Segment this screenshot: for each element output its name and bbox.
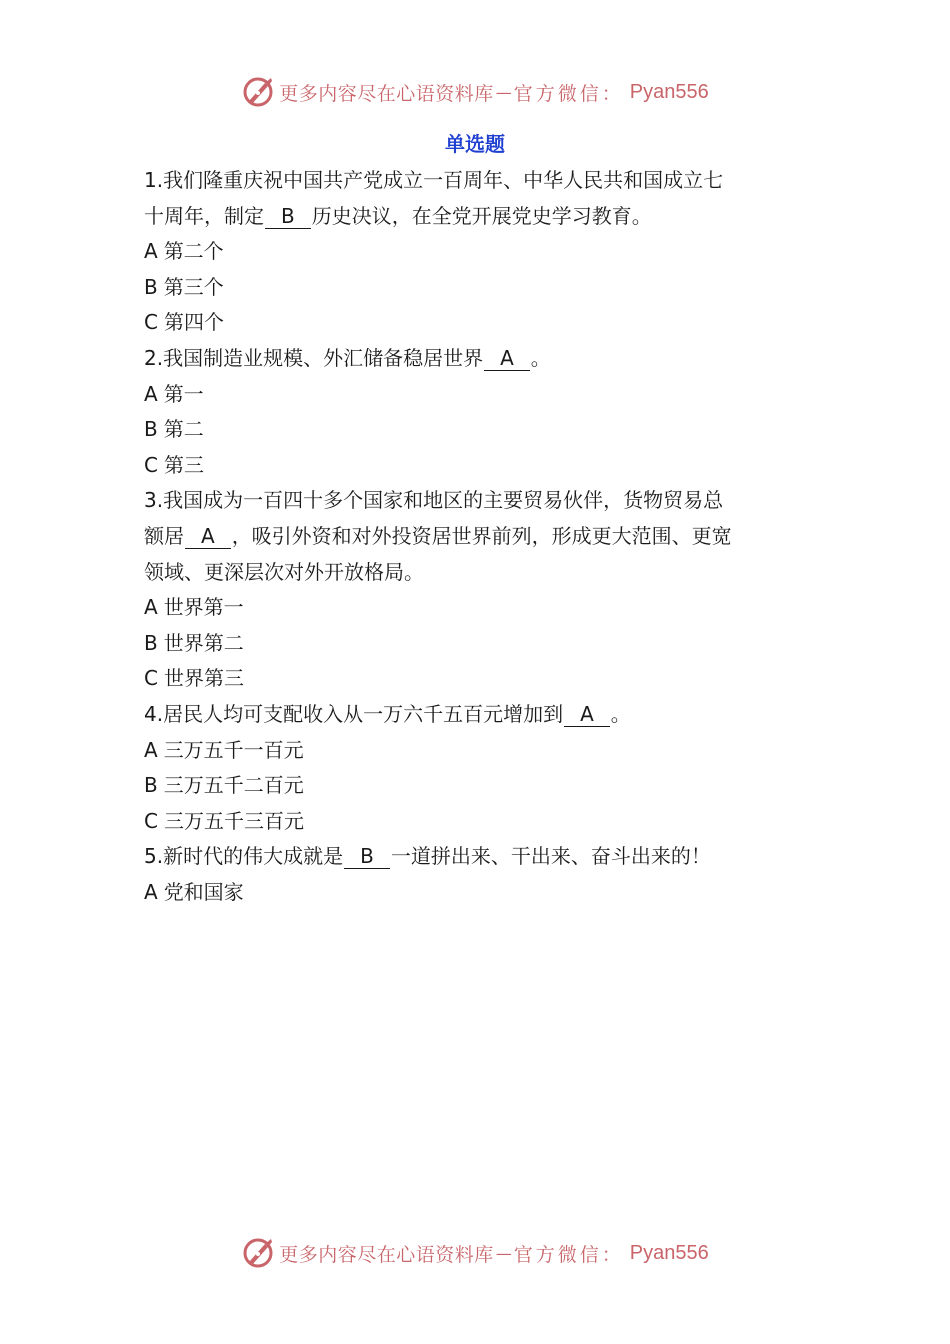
question-1-option-c xyxy=(144,305,814,341)
banner-separator: — xyxy=(495,1243,512,1263)
question-3-option-a xyxy=(144,590,814,626)
question-5-option-a xyxy=(144,875,814,911)
question-3-text-end: 领域、更深层次对外开放格局。 xyxy=(144,559,424,584)
question-4-text-post: 。 xyxy=(610,701,631,726)
option-label: B xyxy=(144,630,158,655)
option-text: 三万五千二百元 xyxy=(163,773,304,798)
section-title: 单选题 xyxy=(445,132,505,156)
question-3-answer-blank: A xyxy=(185,524,231,549)
banner-wechat-id: Pyan556 xyxy=(629,1241,709,1264)
question-2-option-c xyxy=(144,448,814,484)
question-3-option-c xyxy=(144,661,814,697)
question-4-text-pre: 4.居民人均可支配收入从一万六千五百元增加到 xyxy=(144,701,564,726)
question-5-text-pre: 5.新时代的伟大成就是 xyxy=(144,844,344,869)
question-4-option-c xyxy=(144,804,814,840)
question-2-answer-blank: A xyxy=(484,346,530,371)
banner-separator: — xyxy=(495,82,512,102)
option-text: 第二 xyxy=(163,417,204,442)
option-label: A xyxy=(144,381,158,406)
question-1-answer-blank: B xyxy=(265,204,311,229)
option-label: B xyxy=(144,274,158,299)
option-text: 三万五千三百元 xyxy=(163,808,304,833)
question-1-text: 1.我们隆重庆祝中国共产党成立一百周年、中华人民共和国成立七 xyxy=(144,168,724,192)
banner-text: 更多内容尽在心语资料库 xyxy=(279,82,494,105)
option-text: 第一 xyxy=(163,381,204,406)
question-4-answer-blank: A xyxy=(564,702,610,727)
option-label: A xyxy=(144,879,158,904)
pen-logo-icon xyxy=(241,75,275,109)
option-text: 世界第三 xyxy=(163,666,244,691)
option-label: C xyxy=(144,452,158,477)
question-2-text-post: 。 xyxy=(530,345,551,370)
question-3-text: 3.我国成为一百四十多个国家和地区的主要贸易伙伴，货物贸易总 xyxy=(144,488,724,513)
pen-logo-icon xyxy=(241,1236,275,1270)
question-3-option-b xyxy=(144,626,814,662)
question-4-option-b xyxy=(144,768,814,804)
option-text: 世界第一 xyxy=(163,595,244,620)
question-3-text-post: ，吸引外资和对外投资居世界前列，形成更大范围、更宽 xyxy=(231,523,732,548)
option-label: C xyxy=(144,808,158,833)
question-1-option-a xyxy=(144,234,814,270)
option-text: 世界第二 xyxy=(163,630,244,655)
question-5-answer-blank: B xyxy=(344,844,390,869)
question-3-line-1 xyxy=(144,483,814,519)
option-text: 第三 xyxy=(163,452,204,477)
question-2-text-pre: 2.我国制造业规模、外汇储备稳居世界 xyxy=(144,345,484,370)
option-label: A xyxy=(144,239,158,264)
option-text: 第四个 xyxy=(163,310,224,335)
question-3-line-3 xyxy=(144,555,814,591)
question-1-text-pre: 十周年，制定 xyxy=(144,203,264,228)
option-label: A xyxy=(144,595,158,620)
option-label: B xyxy=(144,417,158,442)
option-label: B xyxy=(144,773,158,798)
question-4-line-1 xyxy=(144,697,814,733)
question-4-option-a xyxy=(144,733,814,769)
question-2-option-a xyxy=(144,377,814,413)
footer-banner xyxy=(0,1233,950,1273)
question-3-line-2 xyxy=(144,519,814,555)
question-2-option-b xyxy=(144,412,814,448)
question-5-text-post: 一道拼出来、干出来、奋斗出来的！ xyxy=(390,844,711,869)
question-3-text-pre: 额居 xyxy=(144,523,184,548)
question-1-line-1 xyxy=(144,163,814,199)
option-text: 第三个 xyxy=(163,274,224,299)
question-1-line-2 xyxy=(144,199,814,235)
question-1-option-b xyxy=(144,270,814,306)
option-text: 三万五千一百元 xyxy=(163,737,304,762)
option-label: A xyxy=(144,737,158,762)
question-2-line-1 xyxy=(144,341,814,377)
question-list xyxy=(144,163,814,910)
header-banner xyxy=(0,72,950,112)
banner-wechat-label: 官方微信： xyxy=(513,82,624,105)
option-text: 第二个 xyxy=(163,239,224,264)
banner-wechat-id: Pyan556 xyxy=(629,80,709,103)
option-text: 党和国家 xyxy=(163,879,244,904)
question-5-line-1 xyxy=(144,839,814,875)
banner-wechat-label: 官方微信： xyxy=(513,1243,624,1266)
question-1-text-post: 历史决议，在全党开展党史学习教育。 xyxy=(311,203,652,228)
option-label: C xyxy=(144,310,158,335)
banner-text: 更多内容尽在心语资料库 xyxy=(279,1243,494,1266)
option-label: C xyxy=(144,666,158,691)
